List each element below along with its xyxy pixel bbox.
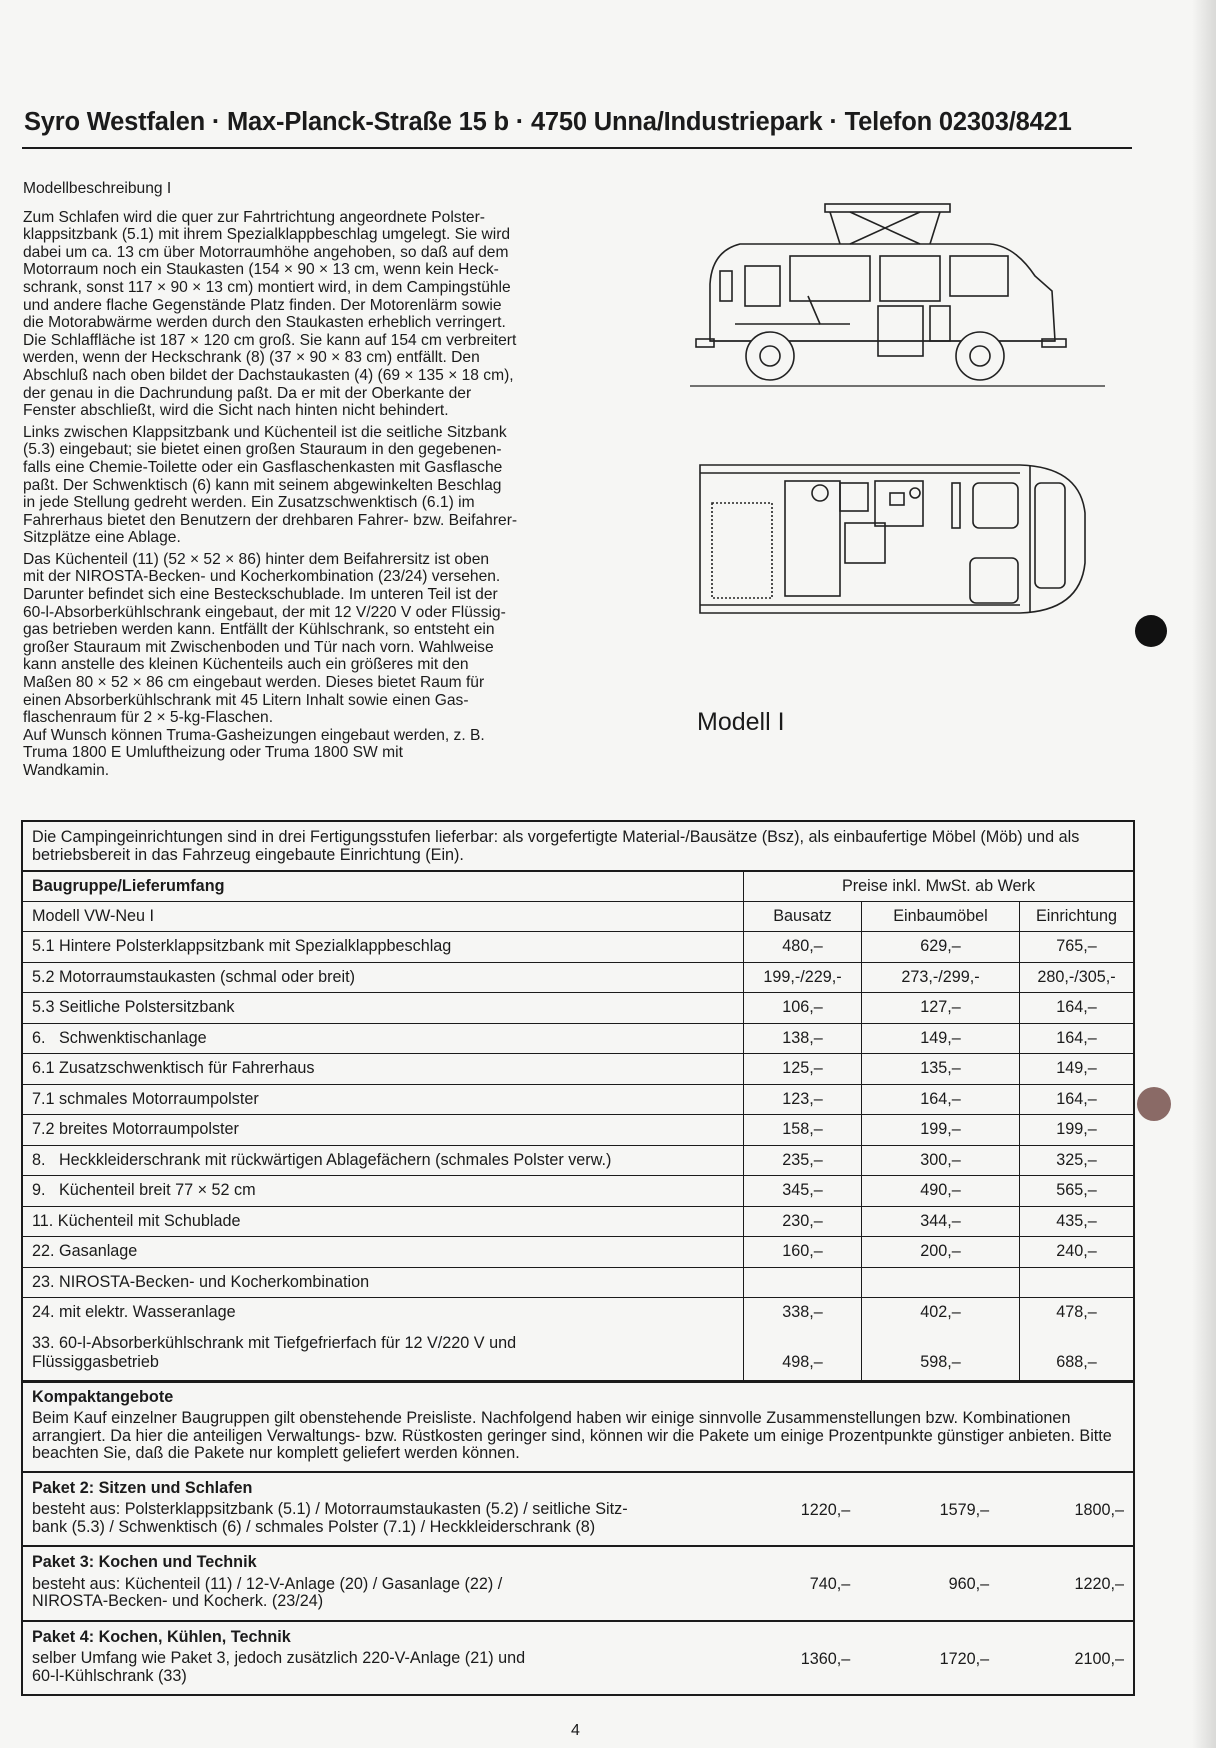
- price-einrichtung: 435,–: [1056, 1211, 1097, 1230]
- page-edge-shadow: [1192, 0, 1216, 1748]
- price-einrichtung: 164,–: [1056, 1089, 1097, 1108]
- row-label: 5.2 Motorraumstaukasten (schmal oder breit): [23, 963, 744, 993]
- price-einbaumoebel: 149,–: [862, 1024, 1020, 1054]
- row-label: 6. Schwenktischanlage: [23, 1024, 744, 1054]
- package-price-einrichtung: 2100,–: [1074, 1649, 1125, 1668]
- table-row: [23, 1054, 1133, 1085]
- row-label: 5.1 Hintere Polsterklappsitzbank mit Spezialklappbeschlag: [23, 932, 744, 962]
- column-header-row: [23, 902, 1133, 932]
- price-einrichtung: 164,–: [1056, 1028, 1097, 1047]
- compact-offers-title: Kompaktangebote: [32, 1387, 174, 1406]
- row-label: 22. Gasanlage: [23, 1237, 744, 1267]
- page-header: Syro Westfalen · Max-Planck-Straße 15 b · 4750 Unna/Industriepark · Telefon 02303/8421: [24, 108, 1072, 136]
- price-einbaumoebel: 200,–: [862, 1237, 1020, 1267]
- table-row: [23, 993, 1133, 1024]
- price-bausatz: 138,–: [744, 1024, 862, 1054]
- table-body: [23, 932, 1133, 1328]
- price-einrichtung: 280,-/305,-: [1037, 967, 1116, 986]
- price-bausatz: 160,–: [744, 1237, 862, 1267]
- package-price-einrichtung: 1800,–: [1074, 1500, 1125, 1519]
- van-illustrations: [690, 196, 1110, 638]
- price-bausatz: 123,–: [744, 1085, 862, 1115]
- price-bausatz: 199,-/229,-: [744, 963, 862, 993]
- paragraph-seating: Links zwischen Klappsitzbank und Küchenteil ist die seitliche Sitzbank (5.3) eingebaut; sie bietet einen großen Stauraum in den gegebenen- falls eine Chemie-Toilette oder ein Gasflaschenkasten mit Gasflasche paßt. Der Schwenktisch (6) kann mit seinem abgewinkelten Beschlag in jede Stellung gedreht werden. Ein Zusatzschwenktisch (6.1) im Fahrerhaus bietet den Benutzern der drehbaren Fahrer- bzw. Beifahrer- Sitzplätze eine Ablage.: [23, 423, 518, 547]
- paragraph-kitchen: Das Küchenteil (11) (52 × 52 × 86) hinter dem Beifahrersitz ist oben mit der NIROSTA-Becken- und Kocherkombination (23/24) versehen. Darunter befindet sich eine Besteckschublade. Im unteren Teil ist der 60-l-Absorberkühlschrank eingebaut, der mit 12 V/220 V oder Flüssig- gas betrieben werden kann. Entfällt der Kühlschrank, so entsteht ein großer Stauraum mit Zwischenboden und Tür nach vorn. Wahlweise kann anstelle des kleinen Küchenteils auch ein größeres mit den Maßen 80 × 52 × 86 cm eingebaut werden. Dieses bietet Raum für einen Absorberkühlschrank mit 45 Litern Inhalt sowie einen Gas- flaschenraum für 2 × 5-kg-Flaschen. Auf Wunsch können Truma-Gasheizungen eingebaut werden, z. B. Truma 1800 E Umluftheizung oder Truma 1800 SW mit Wandkamin.: [23, 550, 506, 779]
- price-bausatz: 235,–: [744, 1146, 862, 1176]
- table-row: [23, 1298, 1133, 1328]
- section-heading: Modellbeschreibung I: [23, 180, 172, 197]
- table-row: [23, 1207, 1133, 1238]
- price-bausatz: 498,–: [744, 1328, 862, 1380]
- price-bausatz: 230,–: [744, 1207, 862, 1237]
- price-einbaumoebel: 402,–: [862, 1298, 1020, 1328]
- paragraph-sleeping: Zum Schlafen wird die quer zur Fahrtrichtung angeordnete Polster- klappsitzbank (5.1) mit ihrem Spezialklappbeschlag umgelegt. Sie wird dabei um ca. 13 cm über Motorraumhöhe angehoben, so daß auf dem Motorraum noch ein Staukasten (154 × 90 × 13 cm, wenn kein Heck- schrank, sonst 117 × 90 × 13 cm) montiert wird, in dem Campingstühle und andere flache Gegenstände Platz finden. Der Motorenlärm sowie die Motorabwärme werden durch den Staukasten erheblich verringert. Die Schlaffläche ist 187 × 120 cm groß. Sie kann auf 154 cm verbreitert werden, wenn der Heckschrank (8) (37 × 90 × 83 cm) entfällt. Den Abschluß nach oben bildet der Dachstaukasten (4) (69 × 135 × 18 cm), der genau in die Dachrundung paßt. Da er mit der Oberkante der Fenster abschließt, wird die Sicht nach hinten nicht behindert.: [23, 208, 517, 420]
- price-einrichtung: [1020, 1268, 1133, 1298]
- model-description: [23, 180, 623, 784]
- punch-hole: [1137, 1087, 1171, 1121]
- price-table: [21, 820, 1135, 1696]
- package-description: [32, 1480, 736, 1537]
- package-title: Paket 3: Kochen und Technik: [32, 1553, 257, 1571]
- price-bausatz: 106,–: [744, 993, 862, 1023]
- package-list: [23, 1471, 1133, 1695]
- package-title: Paket 4: Kochen, Kühlen, Technik: [32, 1627, 291, 1646]
- price-bausatz: [744, 1268, 862, 1298]
- package-price-bausatz: 1220,–: [800, 1500, 851, 1519]
- row-label: 5.3 Seitliche Polstersitzbank: [23, 993, 744, 1023]
- price-einbaumoebel: 598,–: [862, 1328, 1020, 1380]
- package-title: Paket 2: Sitzen und Schlafen: [32, 1478, 253, 1497]
- price-einrichtung: 164,–: [1056, 998, 1097, 1017]
- price-bausatz: 480,–: [744, 932, 862, 962]
- row-label: 8. Heckkleiderschrank mit rückwärtigen Ablagefächern (schmales Polster verw.): [23, 1146, 744, 1176]
- table-row: [23, 1328, 1133, 1381]
- col-header-bausatz: Bausatz: [744, 902, 862, 931]
- table-row: [23, 1146, 1133, 1177]
- price-einrichtung: 478,–: [1056, 1303, 1097, 1322]
- price-einbaumoebel: 127,–: [862, 993, 1020, 1023]
- row-label: 24. mit elektr. Wasseranlage: [23, 1298, 744, 1328]
- package-price-einbaumoebel: 1579,–: [939, 1500, 990, 1519]
- price-einbaumoebel: [862, 1268, 1020, 1298]
- row-label: 7.1 schmales Motorraumpolster: [23, 1085, 744, 1115]
- table-row: [23, 1115, 1133, 1146]
- col-header-einrichtung: Einrichtung: [1036, 907, 1117, 925]
- package-row: [23, 1620, 1133, 1695]
- row-label: 11. Küchenteil mit Schublade: [23, 1207, 744, 1237]
- package-text: selber Umfang wie Paket 3, jedoch zusätzlich 220-V-Anlage (21) und 60-l-Kühlschrank (33): [32, 1649, 526, 1685]
- price-einrichtung: 199,–: [1056, 1120, 1097, 1139]
- table-row: [23, 1268, 1133, 1299]
- header-rule: [22, 147, 1132, 149]
- table-row: [23, 1085, 1133, 1116]
- package-row: [23, 1545, 1133, 1620]
- van-floor-plan-drawing: [690, 453, 1110, 633]
- package-price-bausatz: 1360,–: [800, 1649, 851, 1668]
- price-einrichtung: 565,–: [1056, 1181, 1097, 1200]
- group-header: Baugruppe/Lieferumfang: [23, 872, 744, 901]
- row-label: 6.1 Zusatzschwenktisch für Fahrerhaus: [23, 1054, 744, 1084]
- package-price-einbaumoebel: 1720,–: [939, 1649, 990, 1668]
- table-header-row: [23, 872, 1133, 902]
- price-bausatz: 338,–: [744, 1298, 862, 1328]
- row-label: 9. Küchenteil breit 77 × 52 cm: [23, 1176, 744, 1206]
- table-row: [23, 963, 1133, 994]
- price-einrichtung: 325,–: [1056, 1150, 1097, 1169]
- package-description: [32, 1554, 736, 1611]
- package-text: besteht aus: Küchenteil (11) / 12-V-Anlage (20) / Gasanlage (22) / NIROSTA-Becken- und Kocherk. (23/24): [32, 1574, 503, 1610]
- compact-offers-text: Beim Kauf einzelner Baugruppen gilt obenstehende Preisliste. Nachfolgend haben wir einige sinnvolle Zusammenstellungen bzw. Kombinationen arrangiert. Da hier die anteiligen Verwaltungs- bzw. Rüstkosten geringer sind, können wir die Pakete um einige Prozentpunkte günstiger anbieten. Bitte beachten Sie, daß die Pakete nur komplett geliefert werden können.: [32, 1409, 1112, 1462]
- price-einbaumoebel: 629,–: [862, 932, 1020, 962]
- price-einbaumoebel: 490,–: [862, 1176, 1020, 1206]
- punch-hole: [1135, 615, 1167, 647]
- price-einrichtung: 765,–: [1056, 937, 1097, 956]
- col-header-einbaumoebel: Einbaumöbel: [862, 902, 1020, 931]
- price-bausatz: 125,–: [744, 1054, 862, 1084]
- price-einbaumoebel: 199,–: [862, 1115, 1020, 1145]
- model-label: Modell I: [697, 708, 785, 736]
- page-number: 4: [571, 1722, 580, 1739]
- table-row: [23, 1237, 1133, 1268]
- price-einrichtung: 149,–: [1056, 1059, 1097, 1078]
- package-text: besteht aus: Polsterklappsitzbank (5.1) / Motorraumstaukasten (5.2) / seitliche Sitz- bank (5.3) / Schwenktisch (6) / schmales Polster (7.1) / Heckkleiderschrank (8): [32, 1500, 628, 1536]
- package-price-einbaumoebel: 960,–: [948, 1575, 990, 1593]
- price-einbaumoebel: 164,–: [862, 1085, 1020, 1115]
- table-row: [23, 1024, 1133, 1055]
- table-row: [23, 932, 1133, 963]
- price-einrichtung: 240,–: [1056, 1242, 1097, 1261]
- row-label: 33. 60-l-Absorberkühlschrank mit Tiefgefrierfach für 12 V/220 V und Flüssiggasbetrieb: [23, 1328, 744, 1380]
- price-header: Preise inkl. MwSt. ab Werk: [841, 877, 1036, 895]
- compact-offers: [23, 1381, 1133, 1471]
- package-row: [23, 1471, 1133, 1546]
- price-einrichtung: 688,–: [1056, 1352, 1097, 1371]
- table-row: [23, 1176, 1133, 1207]
- model-header: Modell VW-Neu I: [23, 902, 744, 931]
- price-bausatz: 158,–: [744, 1115, 862, 1145]
- price-einbaumoebel: 300,–: [862, 1146, 1020, 1176]
- price-bausatz: 345,–: [744, 1176, 862, 1206]
- price-einbaumoebel: 135,–: [862, 1054, 1020, 1084]
- van-side-view-drawing: [690, 196, 1110, 416]
- row-label: 23. NIROSTA-Becken- und Kocherkombination: [23, 1268, 744, 1298]
- price-einbaumoebel: 273,-/299,-: [862, 963, 1020, 993]
- price-einbaumoebel: 344,–: [862, 1207, 1020, 1237]
- package-description: [32, 1629, 736, 1686]
- package-price-bausatz: 740,–: [809, 1575, 851, 1593]
- package-price-einrichtung: 1220,–: [1074, 1575, 1125, 1593]
- price-table-intro: Die Campingeinrichtungen sind in drei Fertigungsstufen lieferbar: als vorgefertigte Material-/Bausätze (Bsz), als einbaufertige Möbel (Möb) und als betriebsbereit in das Fahrzeug eingebaute Einrichtung (Ein).: [23, 822, 1133, 872]
- row-label: 7.2 breites Motorraumpolster: [23, 1115, 744, 1145]
